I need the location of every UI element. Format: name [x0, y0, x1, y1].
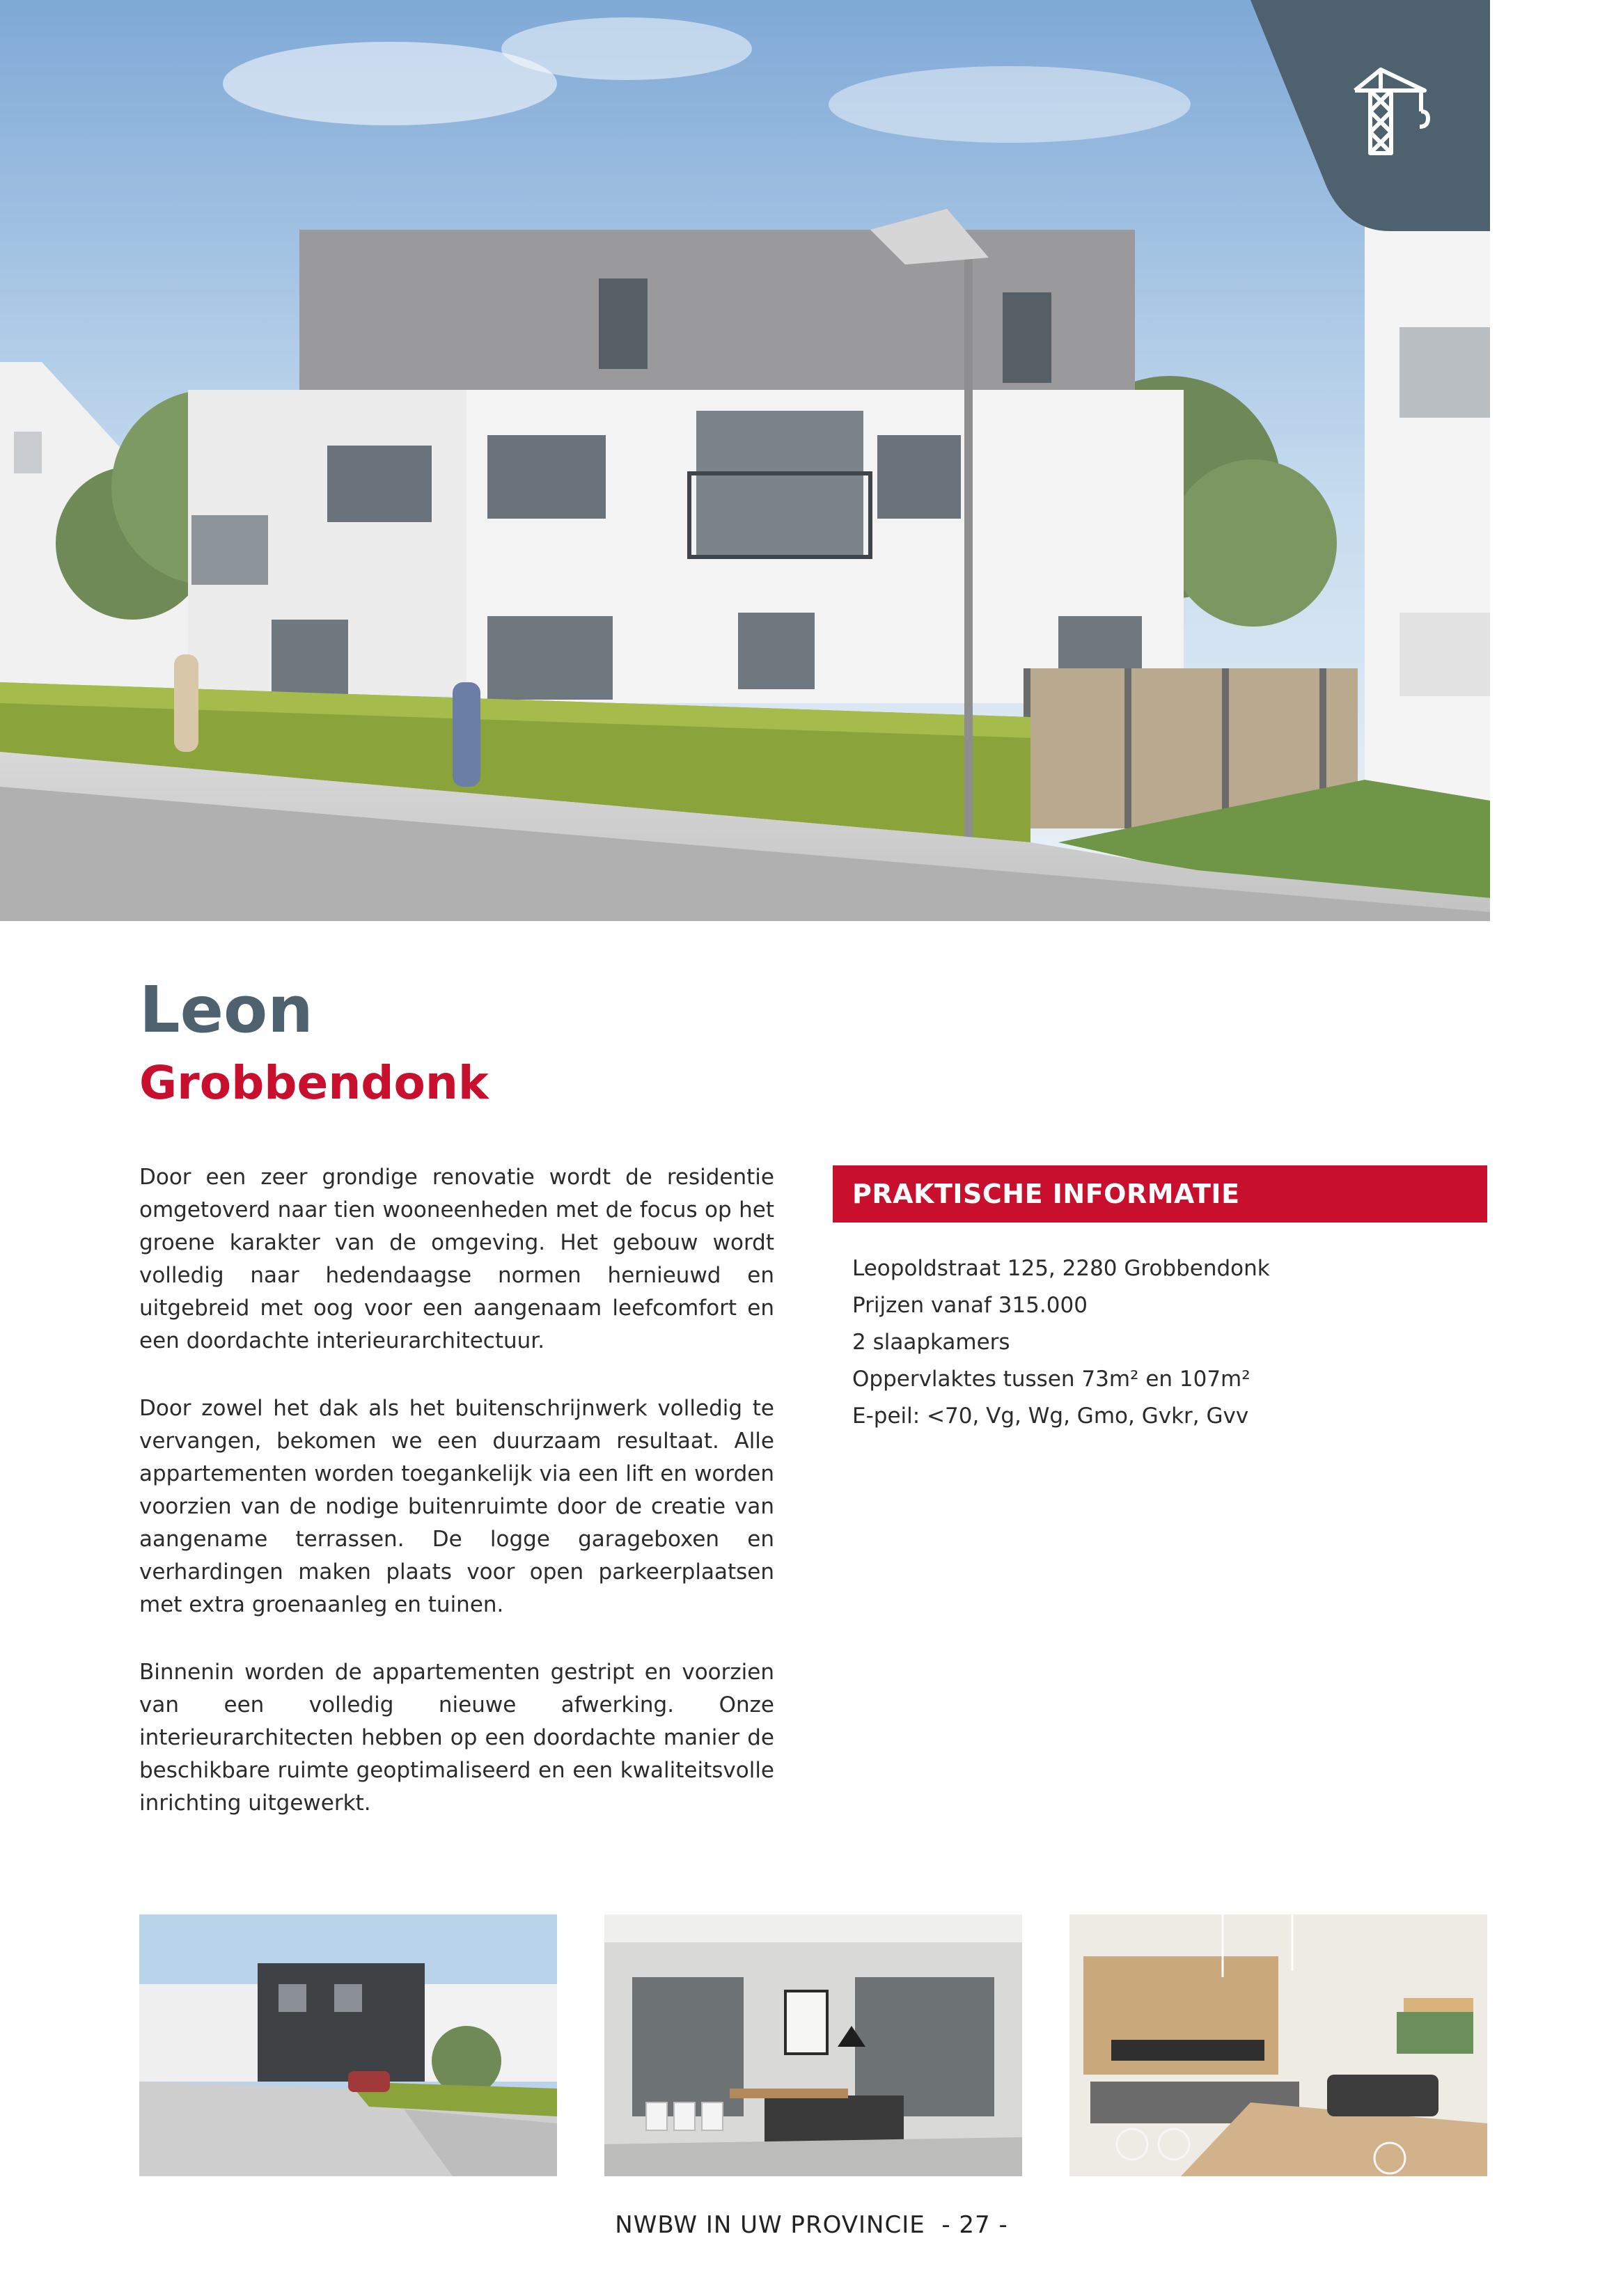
info-list — [852, 1250, 1270, 1435]
description-paragraph: Door een zeer grondige renovatie wordt de residentie omgetoverd naar tien wooneenheden met de focus op het groene karakter van de omgeving. Het gebouw wordt volledig naar hedendaagse normen hernieuwd en uitgebreid met oog voor een aangenaam leefcomfort en een doordachte interieurarchitectuur. — [139, 1165, 774, 1353]
info-address: Leopoldstraat 125, 2280 Grobbendonk — [852, 1256, 1270, 1281]
crane-badge — [1250, 0, 1490, 231]
description-paragraph: Binnenin worden de appartementen gestript en voorzien van een volledig nieuwe afwerking. Onze interieurarchitecten hebben op een doordachte manier de beschikbare ruimte geoptimaliseerd en een kwaliteitsvolle inrichting uitgewerkt. — [139, 1660, 774, 1816]
project-title: Leon — [139, 973, 313, 1047]
description — [139, 1161, 774, 1855]
description-paragraph: Door zowel het dak als het buitenschrijnwerk volledig te vervangen, bekomen we een duurzaam resultaat. Alle appartementen worden toegankelijk via een lift en worden voorzien van de nodige buitenruimte door de creatie van aangename terrassen. De logge garageboxen en verhardingen maken plaats voor open parkeerplaatsen met extra groenaanleg en tuinen. — [139, 1396, 774, 1617]
info-header: PRAKTISCHE INFORMATIE — [833, 1165, 1487, 1222]
project-location: Grobbendonk — [139, 1056, 489, 1110]
thumbnail-dining — [604, 1914, 1022, 2176]
thumbnail-exterior — [139, 1914, 557, 2176]
info-price: Prijzen vanaf 315.000 — [852, 1293, 1088, 1318]
info-surface: Oppervlaktes tussen 73m² en 107m² — [852, 1367, 1250, 1392]
thumbnail-living — [1069, 1914, 1487, 2176]
info-epc: E-peil: <70, Vg, Wg, Gmo, Gvkr, Gvv — [852, 1403, 1249, 1429]
page-footer: NWBW IN UW PROVINCIE - 27 - — [615, 2211, 1008, 2239]
info-bedrooms: 2 slaapkamers — [852, 1330, 1010, 1355]
